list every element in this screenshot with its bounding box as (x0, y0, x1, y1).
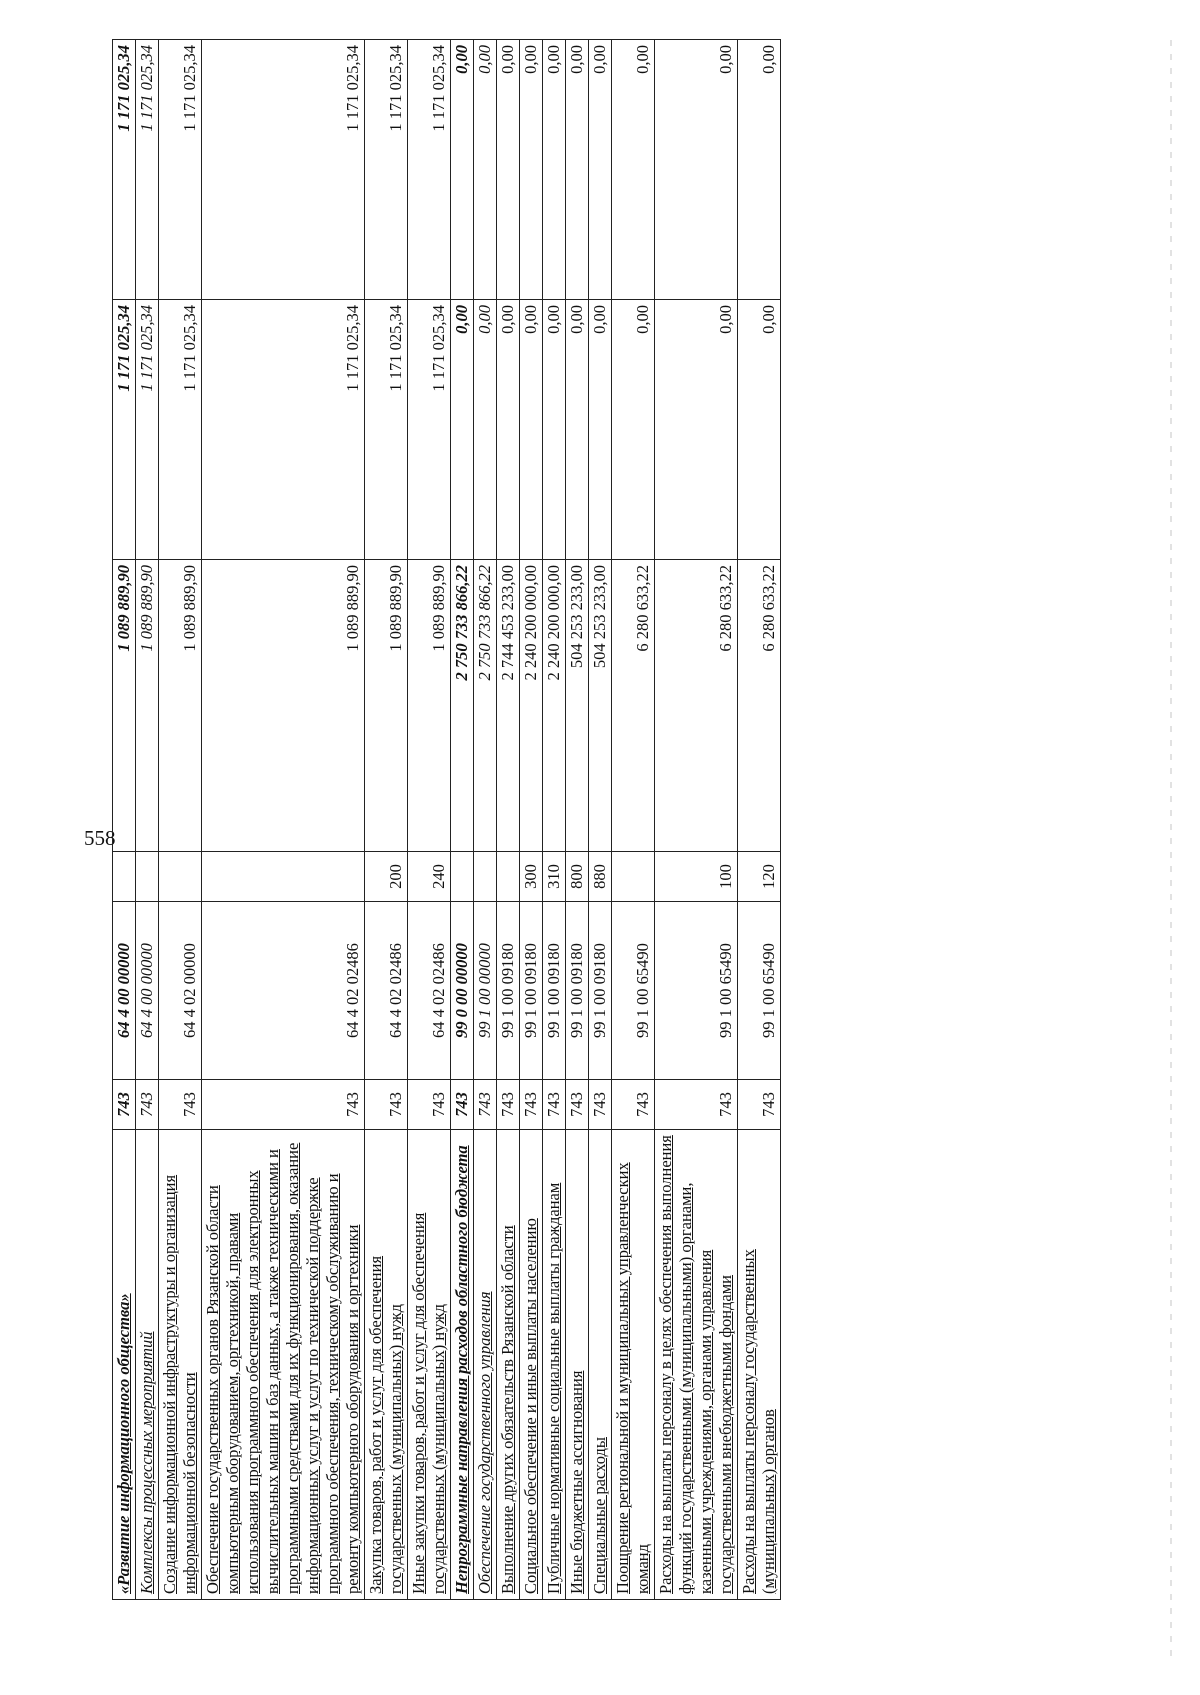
cell-value-3: 0,00 (474, 40, 497, 300)
cell-ved: 743 (566, 1080, 589, 1130)
cell-value-1: 1 089 889,90 (159, 560, 202, 852)
cell-ved: 743 (202, 1080, 365, 1130)
cell-csr: 64 4 00 00000 (113, 902, 136, 1080)
budget-table (112, 39, 781, 1600)
cell-ved: 743 (497, 1080, 520, 1130)
cell-value-1: 2 240 200 000,00 (520, 560, 543, 852)
cell-name (543, 1130, 566, 1600)
cell-name (159, 1130, 202, 1600)
row-label: Специальные расходы (590, 1437, 609, 1594)
cell-ved: 743 (365, 1080, 408, 1130)
cell-vr (474, 852, 497, 902)
cell-name (136, 1130, 159, 1600)
cell-csr: 99 1 00 65490 (738, 902, 781, 1080)
cell-csr: 99 1 00 00000 (474, 902, 497, 1080)
cell-csr: 64 4 02 02486 (365, 902, 408, 1080)
cell-value-2: 0,00 (474, 300, 497, 560)
table-row (543, 40, 566, 1600)
cell-name (202, 1130, 365, 1600)
cell-value-3: 1 171 025,34 (202, 40, 365, 300)
cell-vr: 300 (520, 852, 543, 902)
cell-ved: 743 (451, 1080, 474, 1130)
row-label: Публичные нормативные социальные выплаты гражданам (544, 1182, 563, 1594)
table-body (113, 40, 781, 1600)
cell-value-3: 1 171 025,34 (136, 40, 159, 300)
cell-vr: 880 (589, 852, 612, 902)
cell-vr: 800 (566, 852, 589, 902)
cell-name (497, 1130, 520, 1600)
table-row (497, 40, 520, 1600)
cell-ved: 743 (738, 1080, 781, 1130)
cell-vr: 100 (655, 852, 738, 902)
table-row (365, 40, 408, 1600)
cell-name (474, 1130, 497, 1600)
cell-value-3: 0,00 (612, 40, 655, 300)
cell-vr (136, 852, 159, 902)
cell-name (113, 1130, 136, 1600)
cell-csr: 99 1 00 09180 (543, 902, 566, 1080)
cell-value-3: 0,00 (451, 40, 474, 300)
cell-value-3: 0,00 (520, 40, 543, 300)
cell-value-3: 0,00 (655, 40, 738, 300)
cell-value-3: 1 171 025,34 (159, 40, 202, 300)
cell-value-1: 2 750 733 866,22 (474, 560, 497, 852)
cell-ved: 743 (113, 1080, 136, 1130)
cell-value-1: 1 089 889,90 (365, 560, 408, 852)
cell-name (408, 1130, 451, 1600)
cell-value-2: 1 171 025,34 (365, 300, 408, 560)
row-label: Расходы на выплаты персоналу в целях обеспечения выполнения функций государственными (муниципальными) органами, казенными учреждениями, органами управления государственными внебюджетными фондами (656, 1135, 735, 1594)
cell-ved: 743 (408, 1080, 451, 1130)
cell-value-2: 1 171 025,34 (136, 300, 159, 560)
cell-value-2: 0,00 (520, 300, 543, 560)
cell-value-3: 0,00 (497, 40, 520, 300)
cell-value-2: 0,00 (451, 300, 474, 560)
table-row (738, 40, 781, 1600)
cell-value-3: 0,00 (543, 40, 566, 300)
cell-value-3: 0,00 (738, 40, 781, 300)
page-number: 558 (84, 826, 116, 850)
cell-csr: 99 1 00 09180 (497, 902, 520, 1080)
cell-name (589, 1130, 612, 1600)
table-row (202, 40, 365, 1600)
cell-name (612, 1130, 655, 1600)
cell-value-3: 1 171 025,34 (365, 40, 408, 300)
row-label: Социальное обеспечение и иные выплаты населению (521, 1218, 540, 1594)
cell-value-3: 1 171 025,34 (113, 40, 136, 300)
cell-ved: 743 (543, 1080, 566, 1130)
cell-csr: 99 1 00 65490 (655, 902, 738, 1080)
row-label: Расходы на выплаты персоналу государственных (муниципальных) органов (739, 1249, 778, 1594)
cell-csr: 99 1 00 09180 (589, 902, 612, 1080)
table-row (566, 40, 589, 1600)
cell-name (738, 1130, 781, 1600)
scan-edge-artifact (1170, 40, 1172, 1660)
cell-value-3: 0,00 (566, 40, 589, 300)
table-row (113, 40, 136, 1600)
row-label: «Развитие информационного общества» (114, 1293, 133, 1594)
cell-name (451, 1130, 474, 1600)
row-label: Комплексы процессных мероприятий (137, 1331, 156, 1594)
cell-vr: 240 (408, 852, 451, 902)
cell-value-2: 1 171 025,34 (113, 300, 136, 560)
row-label: Обеспечение государственных органов Рязанской области компьютерным оборудованием, оргтехникой, правами использования программного обеспечения для электронных вычислительных машин и баз данных, а также техническими и программными средствами для их функционирования, оказание информационных услуг и услуг по технической поддержке программного обеспечения, техническому обслуживанию и ремонту компьютерного оборудования и оргтехники (203, 1142, 362, 1594)
row-label: Иные закупки товаров, работ и услуг для обеспечения государственных (муниципальных) нужд (409, 1212, 448, 1594)
cell-vr (202, 852, 365, 902)
cell-name (566, 1130, 589, 1600)
cell-value-3: 1 171 025,34 (408, 40, 451, 300)
cell-name (520, 1130, 543, 1600)
row-label: Выполнение других обязательств Рязанской области (498, 1225, 517, 1594)
row-label: Закупка товаров, работ и услуг для обеспечения государственных (муниципальных) нужд (366, 1255, 405, 1594)
table-row (589, 40, 612, 1600)
cell-ved: 743 (520, 1080, 543, 1130)
cell-value-3: 0,00 (589, 40, 612, 300)
cell-ved: 743 (589, 1080, 612, 1130)
cell-ved: 743 (612, 1080, 655, 1130)
cell-csr: 64 4 00 00000 (136, 902, 159, 1080)
cell-csr: 99 1 00 65490 (612, 902, 655, 1080)
cell-vr (497, 852, 520, 902)
cell-csr: 99 1 00 09180 (520, 902, 543, 1080)
row-label: Создание информационной инфраструктуры и организация информационной безопасности (160, 1174, 199, 1594)
cell-value-2: 1 171 025,34 (159, 300, 202, 560)
cell-value-1: 1 089 889,90 (408, 560, 451, 852)
cell-value-2: 0,00 (655, 300, 738, 560)
cell-ved: 743 (136, 1080, 159, 1130)
cell-value-1: 504 253 233,00 (589, 560, 612, 852)
cell-csr: 64 4 02 02486 (202, 902, 365, 1080)
cell-value-1: 6 280 633,22 (612, 560, 655, 852)
cell-value-2: 0,00 (612, 300, 655, 560)
table-row (520, 40, 543, 1600)
cell-value-2: 0,00 (738, 300, 781, 560)
table-row (451, 40, 474, 1600)
cell-value-2: 0,00 (589, 300, 612, 560)
row-label: Обеспечение государственного управления (475, 1291, 494, 1594)
cell-value-1: 1 089 889,90 (202, 560, 365, 852)
cell-csr: 99 1 00 09180 (566, 902, 589, 1080)
row-label: Непрограммные направления расходов областного бюджета (452, 1145, 471, 1594)
cell-csr: 99 0 00 00000 (451, 902, 474, 1080)
cell-vr (451, 852, 474, 902)
cell-ved: 743 (159, 1080, 202, 1130)
row-label: Иные бюджетные ассигнования (567, 1370, 586, 1594)
table-row (655, 40, 738, 1600)
cell-value-1: 504 253 233,00 (566, 560, 589, 852)
table-row (612, 40, 655, 1600)
cell-value-1: 2 750 733 866,22 (451, 560, 474, 852)
cell-value-2: 1 171 025,34 (408, 300, 451, 560)
cell-value-1: 6 280 633,22 (738, 560, 781, 852)
cell-name (655, 1130, 738, 1600)
cell-value-1: 1 089 889,90 (136, 560, 159, 852)
cell-value-1: 2 240 200 000,00 (543, 560, 566, 852)
cell-vr: 310 (543, 852, 566, 902)
cell-csr: 64 4 02 00000 (159, 902, 202, 1080)
row-label: Поощрение региональной и муниципальных управленческих команд (613, 1162, 652, 1594)
table-row (408, 40, 451, 1600)
cell-value-2: 0,00 (566, 300, 589, 560)
cell-value-2: 0,00 (497, 300, 520, 560)
cell-value-1: 6 280 633,22 (655, 560, 738, 852)
cell-ved: 743 (655, 1080, 738, 1130)
cell-vr (113, 852, 136, 902)
table-row (159, 40, 202, 1600)
table-row (474, 40, 497, 1600)
rotated-page (112, 40, 1012, 1600)
cell-value-1: 2 744 453 233,00 (497, 560, 520, 852)
cell-name (365, 1130, 408, 1600)
cell-vr: 120 (738, 852, 781, 902)
cell-ved: 743 (474, 1080, 497, 1130)
cell-value-1: 1 089 889,90 (113, 560, 136, 852)
table-row (136, 40, 159, 1600)
cell-value-2: 1 171 025,34 (202, 300, 365, 560)
cell-csr: 64 4 02 02486 (408, 902, 451, 1080)
cell-vr (159, 852, 202, 902)
cell-value-2: 0,00 (543, 300, 566, 560)
cell-vr: 200 (365, 852, 408, 902)
cell-vr (612, 852, 655, 902)
